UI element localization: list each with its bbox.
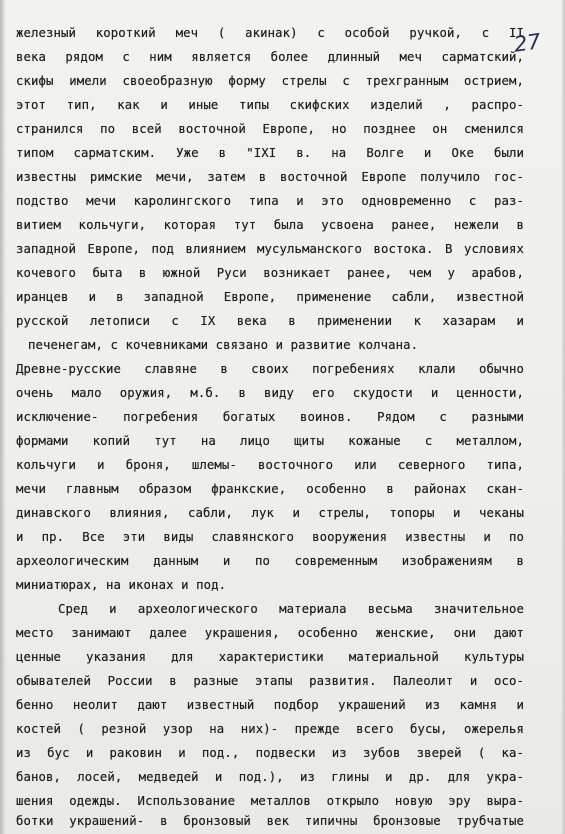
text-line: исключение- погребения богатых воинов. Рядом с разными: [16, 410, 524, 424]
text-line: формами копий тут на лицо щиты кожаные с металлом,: [16, 434, 524, 448]
text-line: бенно неолит дают известный подбор украшений из камня и: [16, 698, 524, 712]
text-line: печенегам, с кочевниками связано и развитие колчана.: [28, 338, 419, 352]
text-line: из бус и раковин и под., подвески из зубов зверей ( ка-: [16, 746, 524, 760]
text-line: кочевого быта в южной Руси возникает ранее, чем у арабов,: [16, 266, 524, 280]
text-line: кольчуги и броня, шлемы- восточного или северного типа,: [16, 458, 524, 472]
text-line: подство мечи каролингского типа и это одновременно с раз-: [16, 194, 524, 208]
text-line: мечи главным образом франкские, особенно в районах скан-: [16, 482, 524, 496]
text-line: ботки украшений- в бронзовый век типичны бронзовые трубчатые: [16, 814, 524, 828]
text-line: века рядом с ним является более длинный меч сарматский,: [16, 50, 524, 64]
text-line: известны римские мечи, затем в восточной Европе получило гос-: [16, 170, 524, 184]
text-line: Сред и археологического материала весьма значительное: [58, 602, 524, 616]
text-line: Древне-русские славяне в своих погребениях клали обычно: [16, 362, 524, 376]
text-line: западной Европе, под влиянием мусульманского востока. В условиях: [16, 242, 524, 256]
text-line: скифы имели своеобразную форму стрелы с трехгранным острием,: [16, 74, 524, 88]
text-line: этот тип, как и иные типы скифских изделий , распро-: [16, 98, 524, 112]
text-line: железный короткий меч ( акинак) с особой ручкой, с II: [16, 26, 524, 40]
text-line: динавского влияния, сабли, лук и стрелы, топоры и чеканы: [16, 506, 524, 520]
text-line: очень мало оружия, м.б. в виду его скудости и ценности,: [16, 386, 524, 400]
text-line: обывателей России в разные этапы развития. Палеолит и осо-: [16, 674, 524, 688]
text-line: место занимают далее украшения, особенно женские, они дают: [16, 626, 524, 640]
text-line: русской летописи с IX века в применении к хазарам и: [16, 314, 524, 328]
text-line: типом сарматским. Уже в "IXI в. на Волге и Оке были: [16, 146, 524, 160]
text-line: костей ( резной узор на них)- прежде всего бусы, ожерелья: [16, 722, 524, 736]
text-line: и пр. Все эти виды славянского вооружения известны и по: [16, 530, 524, 544]
text-line: археологическим данным и по современным изображениям в: [16, 554, 524, 568]
text-line: иранцев и в западной Европе, применение сабли, известной: [16, 290, 524, 304]
text-line: шения одежды. Использование металлов открыло новую эру выра-: [16, 794, 524, 808]
handwritten-page-number: 27: [512, 29, 543, 57]
text-line: ценные указания для характеристики материальной культуры: [16, 650, 524, 664]
text-line: витием кольчуги, которая тут была усвоена ранее, нежели в: [16, 218, 524, 232]
text-line: банов, лосей, медведей и под.), из глины и др. для укра-: [16, 770, 524, 784]
text-line: странился по всей восточной Европе, но позднее он сменился: [16, 122, 524, 136]
text-line: миниатюрах, на иконах и под.: [16, 578, 227, 592]
